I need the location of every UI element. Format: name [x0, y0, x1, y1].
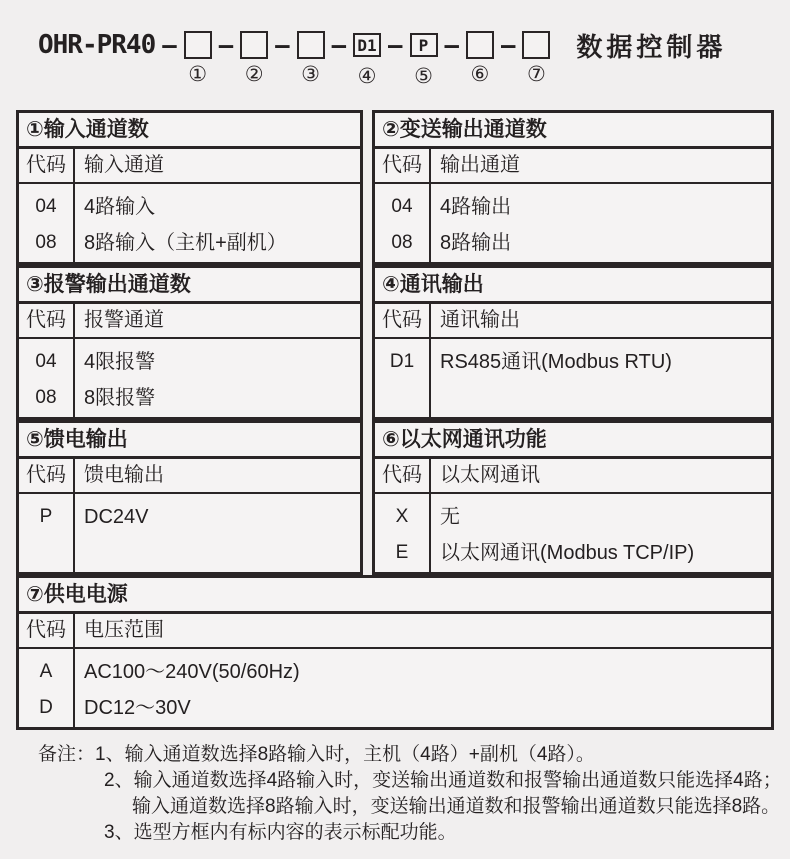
model-code-slot-3 [297, 31, 325, 86]
section-title: ④通讯输出 [375, 268, 771, 304]
code-header-cell: 代码 [19, 459, 75, 492]
position-index: ① [188, 63, 208, 86]
section-header-row [375, 304, 771, 339]
desc-cells [75, 649, 771, 727]
code-cells [19, 184, 75, 262]
model-code-box [184, 31, 212, 59]
table-row-desc: 以太网通讯(Modbus TCP/IP) [440, 542, 695, 564]
position-index: ③ [301, 63, 321, 86]
position-index: ⑥ [470, 63, 490, 86]
section-header-row [19, 459, 360, 494]
desc-header-cell: 输入通道 [84, 154, 164, 176]
code-cells [19, 339, 75, 417]
model-code-slot-7 [522, 31, 550, 86]
desc-header-cell: 输出通道 [440, 154, 520, 176]
code-cells [375, 339, 431, 417]
model-code-box [297, 31, 325, 59]
section-header-row [375, 149, 771, 184]
code-cells [375, 494, 431, 572]
note-text: 1、输入通道数选择8路输入时，主机（4路）+副机（4路）。 [95, 744, 595, 765]
position-index: ⑤ [414, 65, 433, 88]
notes-label: 备注： [38, 744, 96, 765]
table-row-code: 08 [35, 387, 57, 408]
model-code-box [240, 31, 268, 59]
section-body [19, 339, 360, 417]
desc-cells [431, 494, 771, 572]
section-body [19, 649, 771, 727]
section-body [375, 494, 771, 572]
note-line [38, 742, 790, 768]
code-header-cell: 代码 [19, 149, 75, 182]
code-header-cell: 代码 [375, 459, 431, 492]
desc-cells [431, 339, 771, 417]
notes-block [38, 742, 790, 846]
section-ethernet-function [372, 420, 774, 575]
tables-right-column [372, 110, 774, 575]
tables-grid [16, 110, 774, 575]
section-body [19, 494, 360, 572]
desc-cells [75, 184, 360, 262]
table-row-code: 08 [35, 232, 57, 253]
desc-header-cell: 电压范围 [84, 619, 164, 641]
section-alarm-channels [16, 265, 363, 420]
section-body [375, 184, 771, 262]
separator-dash: – [275, 31, 290, 59]
model-prefix: OHR-PR40 [38, 30, 156, 60]
note-line [38, 768, 790, 794]
separator-dash: – [218, 31, 234, 59]
table-row-desc: DC24V [84, 506, 149, 528]
code-cells [19, 649, 75, 727]
desc-header-cell: 以太网通讯 [440, 464, 540, 486]
table-row-desc: 8路输出 [440, 232, 512, 254]
table-row-code: 08 [391, 232, 413, 253]
table-row-code: X [395, 506, 409, 527]
section-title: ③报警输出通道数 [19, 268, 360, 304]
code-header-cell: 代码 [19, 614, 75, 647]
tables-left-column [16, 110, 363, 575]
section-title: ⑦供电电源 [19, 578, 771, 614]
note-text: 输入通道数选择8路输入时，变送输出通道数和报警输出通道数只能选择8路。 [132, 796, 781, 817]
model-code-slot-4 [353, 33, 381, 88]
section-body [375, 339, 771, 417]
section-header-row [375, 459, 771, 494]
model-code-box: D1 [353, 33, 381, 57]
model-code-box: P [410, 33, 438, 57]
table-row-code: 04 [391, 196, 413, 217]
model-code-slot-2 [240, 31, 268, 86]
section-power-supply [16, 575, 774, 730]
code-cells [19, 494, 75, 572]
code-header-cell: 代码 [375, 149, 431, 182]
position-index: ⑦ [526, 63, 546, 86]
table-row-code: D1 [389, 351, 415, 372]
note-line [38, 794, 790, 820]
desc-cells [75, 494, 360, 572]
table-row-code: E [395, 542, 409, 563]
model-code-row [38, 28, 790, 88]
section-title: ②变送输出通道数 [375, 113, 771, 149]
model-code-slot-1 [184, 31, 212, 86]
section-body [19, 184, 360, 262]
desc-header-cell: 通讯输出 [440, 309, 520, 331]
separator-dash: – [331, 31, 347, 59]
table-row-desc: 8路输入（主机+副机） [84, 232, 287, 254]
note-line [38, 820, 790, 846]
table-row-desc: 无 [440, 506, 460, 528]
separator-dash: – [444, 31, 459, 59]
note-text: 2、输入通道数选择4路输入时，变送输出通道数和报警输出通道数只能选择4路； [104, 770, 782, 791]
desc-header-cell: 馈电输出 [84, 464, 164, 486]
table-row-code: A [39, 661, 53, 682]
model-code-box [466, 31, 494, 59]
note-text: 3、选型方框内有标内容的表示标配功能。 [104, 822, 457, 843]
section-title: ⑤馈电输出 [19, 423, 360, 459]
separator-dash: – [500, 31, 516, 59]
model-code-slot-6 [466, 31, 494, 86]
separator-dash: – [162, 31, 177, 59]
table-row-desc: AC100～240V(50/60Hz) [84, 661, 300, 683]
position-index: ④ [357, 65, 377, 88]
position-index: ② [244, 63, 264, 86]
section-communication-output [372, 265, 774, 420]
table-row-desc: 4限报警 [84, 351, 156, 373]
desc-cells [431, 184, 771, 262]
section-title: ①输入通道数 [19, 113, 360, 149]
code-header-cell: 代码 [19, 304, 75, 337]
separator-dash: – [388, 31, 403, 59]
section-header-row [19, 614, 771, 649]
table-row-desc: 4路输出 [440, 196, 512, 218]
section-transmit-output-channels [372, 110, 774, 265]
table-row-desc: RS485通讯(Modbus RTU) [440, 351, 672, 373]
table-row-desc: 4路输入 [84, 196, 156, 218]
section-title: ⑥以太网通讯功能 [375, 423, 771, 459]
section-input-channels [16, 110, 363, 265]
table-row-code: P [39, 506, 53, 527]
model-code-box [522, 31, 550, 59]
table-row-code: D [39, 697, 53, 718]
section-header-row [19, 304, 360, 339]
code-cells [375, 184, 431, 262]
model-code-slot-5 [410, 33, 438, 88]
code-header-cell: 代码 [375, 304, 431, 337]
selection-tables [16, 110, 774, 730]
section-feed-power-output [16, 420, 363, 575]
product-name: 数据控制器 [576, 31, 727, 62]
table-row-code: 04 [35, 196, 57, 217]
table-row-desc: DC12～30V [84, 697, 191, 719]
desc-header-cell: 报警通道 [84, 309, 164, 331]
model-code-area [0, 0, 790, 100]
table-row-desc: 8限报警 [84, 387, 156, 409]
desc-cells [75, 339, 360, 417]
section-header-row [19, 149, 360, 184]
table-row-code: 04 [35, 351, 57, 372]
